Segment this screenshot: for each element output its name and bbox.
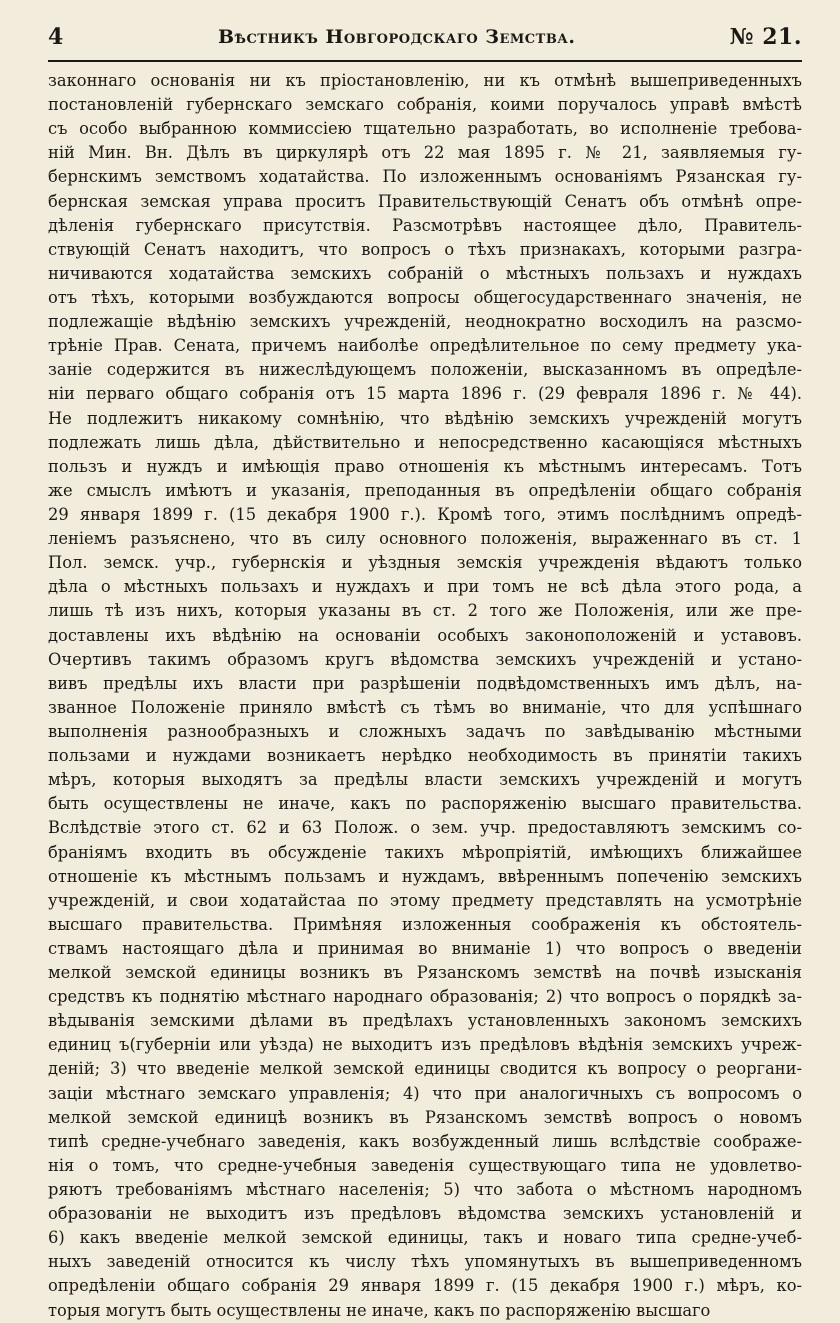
text-line: Вслѣдствіе этого ст. 62 и 63 Полож. о зем. учр. предоставляютъ земскимъ со- bbox=[48, 818, 802, 838]
text-line: бернскимъ земствомъ ходатайства. По изложеннымъ основаніямъ Рязанская гу- bbox=[48, 167, 802, 187]
text-line: дѣленія губернскаго присутствія. Разсмотрѣвъ настоящее дѣло, Правитель- bbox=[48, 215, 802, 235]
text-line: Очертивъ такимъ образомъ кругъ вѣдомства земскихъ учрежденій и устано- bbox=[48, 649, 802, 669]
text-line: заніе содержится въ нижеслѣдующемъ положеніи, высказанномъ въ опредѣле- bbox=[48, 360, 802, 380]
text-line: дѣла о мѣстныхъ пользахъ и нуждахъ и при томъ не всѣ дѣла этого рода, а bbox=[48, 577, 802, 597]
text-line: лишь тѣ изъ нихъ, которыя указаны въ ст. 2 того же Положенія, или же пре- bbox=[48, 601, 802, 621]
text-line: деній; 3) что введеніе мелкой земской единицы сводится къ вопросу о реоргани- bbox=[48, 1059, 802, 1079]
text-line: съ особо выбранною коммиссіею тщательно разработать, во исполненіе требова- bbox=[48, 119, 802, 139]
text-line: вивъ предѣлы ихъ власти при разрѣшеніи подвѣдомственныхъ имъ дѣлъ, на- bbox=[48, 673, 802, 693]
text-line: средствъ къ поднятію мѣстнаго народнаго образованія; 2) что вопросъ о порядкѣ за- bbox=[48, 987, 802, 1007]
text-line: ствующій Сенатъ находитъ, что вопросъ о тѣхъ признакахъ, которыми разгра- bbox=[48, 239, 802, 259]
text-line: ніи перваго общаго собранія отъ 15 марта 1896 г. (29 февраля 1896 г. № 44). bbox=[48, 384, 802, 404]
text-line: 29 января 1899 г. (15 декабря 1900 г.). Кромѣ того, этимъ послѣднимъ опредѣ- bbox=[48, 504, 802, 524]
text-line: званное Положеніе приняло вмѣстѣ съ тѣмъ во вниманіе, что для успѣшнаго bbox=[48, 697, 802, 717]
text-line: ствамъ настоящаго дѣла и принимая во вниманіе 1) что вопросъ о введеніи bbox=[48, 938, 802, 958]
publication-title: Вѣстникъ Новгородскаго Земства. bbox=[217, 26, 576, 48]
text-line: ныхъ заведеній относится къ числу тѣхъ упомянутыхъ въ вышеприведенномъ bbox=[48, 1252, 802, 1272]
text-line: учрежденій, и свои ходатайстаа по этому предмету представлять на усмотрѣніе bbox=[48, 890, 802, 910]
text-line: бернская земская управа проситъ Правительствующій Сенатъ объ отмѣнѣ опре- bbox=[48, 191, 802, 211]
text-line: ничиваются ходатайства земскихъ собраній о мѣстныхъ пользахъ и нуждахъ bbox=[48, 263, 802, 283]
text-line: постановленій губернскаго земскаго собранія, коими поручалось управѣ вмѣстѣ bbox=[48, 95, 802, 115]
issue-number: № 21. bbox=[729, 24, 802, 50]
text-line: типѣ средне-учебнаго заведенія, какъ возбужденный лишь вслѣдствіе соображе- bbox=[48, 1131, 802, 1151]
text-line: пользъ и нуждъ и имѣющія право отношенія къ мѣстнымъ интересамъ. Тотъ bbox=[48, 456, 802, 476]
text-line: 6) какъ введеніе мелкой земской единицы, такъ и новаго типа средне-учеб- bbox=[48, 1228, 802, 1248]
text-line: же смыслъ имѣютъ и указанія, преподанныя въ опредѣленіи общаго собранія bbox=[48, 480, 802, 500]
text-line: образованіи не выходитъ изъ предѣловъ вѣдомства земскихъ установленій и bbox=[48, 1204, 802, 1224]
text-line: доставлены ихъ вѣдѣнію на основаніи особыхъ законоположеній и уставовъ. bbox=[48, 625, 802, 645]
page-header bbox=[48, 18, 802, 56]
text-line: выполненія разнообразныхъ и сложныхъ задачъ по завѣдыванію мѣстными bbox=[48, 721, 802, 741]
text-line: подлежащіе вѣдѣнію земскихъ учрежденій, неоднократно восходилъ на разсмо- bbox=[48, 312, 802, 332]
header-rule bbox=[48, 60, 802, 62]
text-line: единиц ъ(губерніи или уѣзда) не выходитъ изъ предѣловъ вѣдѣнія земскихъ учреж- bbox=[48, 1035, 802, 1055]
text-line: высшаго правительства. Примѣняя изложенныя соображенія къ обстоятель- bbox=[48, 914, 802, 934]
article-body bbox=[48, 69, 802, 1323]
text-line: ній Мин. Вн. Дѣлъ въ циркулярѣ отъ 22 мая 1895 г. № 21, заявляемыя гу- bbox=[48, 143, 802, 163]
text-line: подлежать лишь дѣла, дѣйствительно и непосредственно касающіяся мѣстныхъ bbox=[48, 432, 802, 452]
text-line: трѣніе Прав. Сената, причемъ наиболѣе опредѣлительное по сему предмету ука- bbox=[48, 336, 802, 356]
text-line: торыя могутъ быть осуществлены не иначе, какъ по распоряженію высшаго bbox=[48, 1300, 711, 1320]
text-line: отношеніе къ мѣстнымъ пользамъ и нуждамъ, ввѣреннымъ попеченію земскихъ bbox=[48, 866, 802, 886]
text-line: опредѣленіи общаго собранія 29 января 1899 г. (15 декабря 1900 г.) мѣръ, ко- bbox=[48, 1276, 802, 1296]
text-line: вѣдыванія земскими дѣлами въ предѣлахъ установленныхъ закономъ земскихъ bbox=[48, 1011, 802, 1031]
text-line: Не подлежитъ никакому сомнѣнію, что вѣдѣнію земскихъ учрежденій могутъ bbox=[48, 408, 802, 428]
text-line: мѣръ, которыя выходятъ за предѣлы власти земскихъ учрежденій и могутъ bbox=[48, 770, 802, 790]
page-number: 4 bbox=[48, 24, 64, 50]
text-line: заціи мѣстнаго земскаго управленія; 4) что при аналогичныхъ съ вопросомъ о bbox=[48, 1083, 802, 1103]
text-line: нія о томъ, что средне-учебныя заведенія существующаго типа не удовлетво- bbox=[48, 1155, 802, 1175]
text-line: быть осуществлены не иначе, какъ по распоряженію высшаго правительства. bbox=[48, 794, 802, 814]
text-line: отъ тѣхъ, которыми возбуждаются вопросы общегосударственнаго значенія, не bbox=[48, 287, 802, 307]
text-line: леніемъ разъяснено, что въ силу основного положенія, выраженнаго въ ст. 1 bbox=[48, 529, 802, 549]
text-line: мелкой земской единицы возникъ въ Рязанскомъ земствѣ на почвѣ изысканія bbox=[48, 963, 802, 983]
text-line: браніямъ входить въ обсужденіе такихъ мѣропріятій, имѣющихъ ближайшее bbox=[48, 842, 802, 862]
text-line: мелкой земской единицѣ возникъ въ Рязанскомъ земствѣ вопросъ о новомъ bbox=[48, 1107, 802, 1127]
text-line: ряютъ требованіямъ мѣстнаго населенія; 5) что забота о мѣстномъ народномъ bbox=[48, 1180, 802, 1200]
text-line: Пол. земск. учр., губернскія и уѣздныя земскія учрежденія вѣдаютъ только bbox=[48, 553, 802, 573]
text-line: пользами и нуждами возникаетъ нерѣдко необходимость въ принятіи такихъ bbox=[48, 746, 802, 766]
text-line: законнаго основанія ни къ пріостановленію, ни къ отмѣнѣ вышеприведенныхъ bbox=[48, 71, 802, 90]
